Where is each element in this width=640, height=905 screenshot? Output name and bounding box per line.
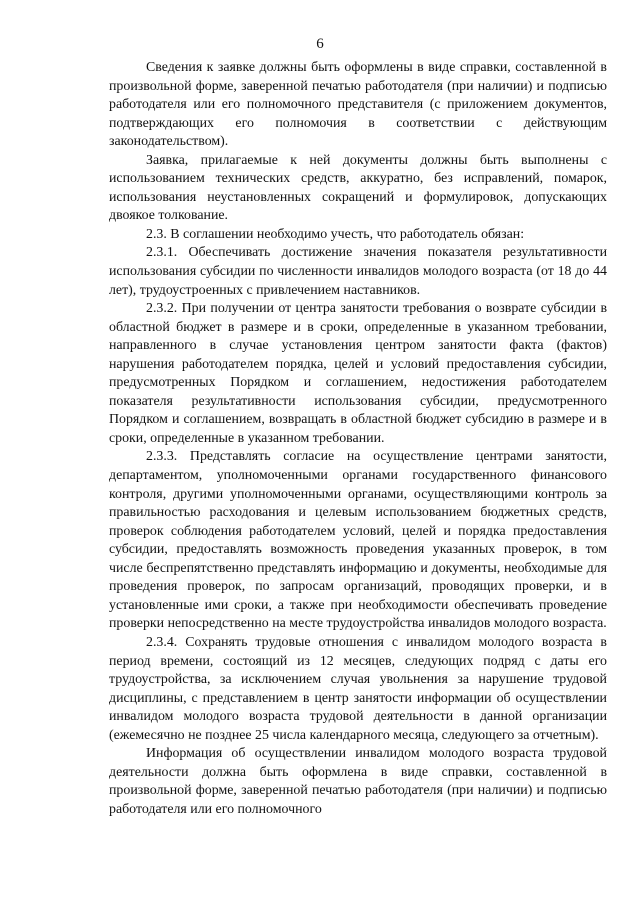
paragraph-2-3-4: 2.3.4. Сохранять трудовые отношения с инвалидом молодого возраста в период времени, состоящий из 12 месяцев, следующих подряд с даты его трудоустройства, за исключением случая увольнения за нарушение трудовой дисциплины, с представлением в центр занятости информации об осуществлении инвалидом молодого возраста трудовой деятельности в данной организации (ежемесячно не позднее 25 числа календарного месяца, следующего за отчетным). [109, 634, 607, 743]
page-number: 6 [316, 36, 324, 52]
paragraph-2-3-3: 2.3.3. Представлять согласие на осуществление центрами занятости, департаментом, уполномоченными органами государственного финансового контроля, другими уполномоченными органами, осуществляющими контроль за правильностью расходования и целевым использованием бюджетных средств, проверок соблюдения работодателем условий, целей и порядка предоставления субсидии, предоставлять возможность проведения указанных проверок, в том числе беспрепятственно представлять информацию и документы, необходимые для проведения проверок, по запросам организаций, проводящих проверки, и в установленные ими сроки, а также при необходимости обеспечивать проведение проверки непосредственно на месте трудоустройства инвалидов молодого возраста. [109, 449, 607, 632]
paragraph-2-3: 2.3. В соглашении необходимо учесть, что работодатель обязан: [146, 226, 525, 242]
document-body [109, 59, 607, 819]
paragraph-employment-info: Информация об осуществлении инвалидом молодого возраста трудовой деятельности должна быть оформлена в виде справки, составленной в произвольной форме, заверенной печатью работодателя (при наличии) и подписью работодателя или его полномочного [109, 746, 607, 817]
paragraph-application-info: Сведения к заявке должны быть оформлены в виде справки, составленной в произвольной форме, заверенной печатью работодателя (при наличии) и подписью работодателя или его полномочного представителя (с приложением документов, подтверждающих его полномочия в соответствии с действующим законодательством). [109, 60, 607, 150]
paragraph-2-3-2: 2.3.2. При получении от центра занятости требования о возврате субсидии в областной бюджет в размере и в сроки, определенные в указанном требовании, направленного в случае установления центром занятости факта (фактов) нарушения работодателем порядка, целей и условий предоставления субсидии, предусмотренных Порядком и соглашением, недостижения работодателем показателя результативности использования субсидии, предусмотренного Порядком и соглашением, возвращать в областной бюджет субсидию в размере и в сроки, определенные в указанном требовании. [109, 301, 607, 446]
paragraph-application-format: Заявка, прилагаемые к ней документы должны быть выполнены с использованием технических средств, аккуратно, без исправлений, помарок, использования неустановленных сокращений и формулировок, допускающих двоякое толкование. [109, 152, 607, 224]
paragraph-2-3-1: 2.3.1. Обеспечивать достижение значения показателя результативности использования субсидии по численности инвалидов молодого возраста (от 18 до 44 лет), трудоустроенных с привлечением наставников. [109, 245, 607, 298]
